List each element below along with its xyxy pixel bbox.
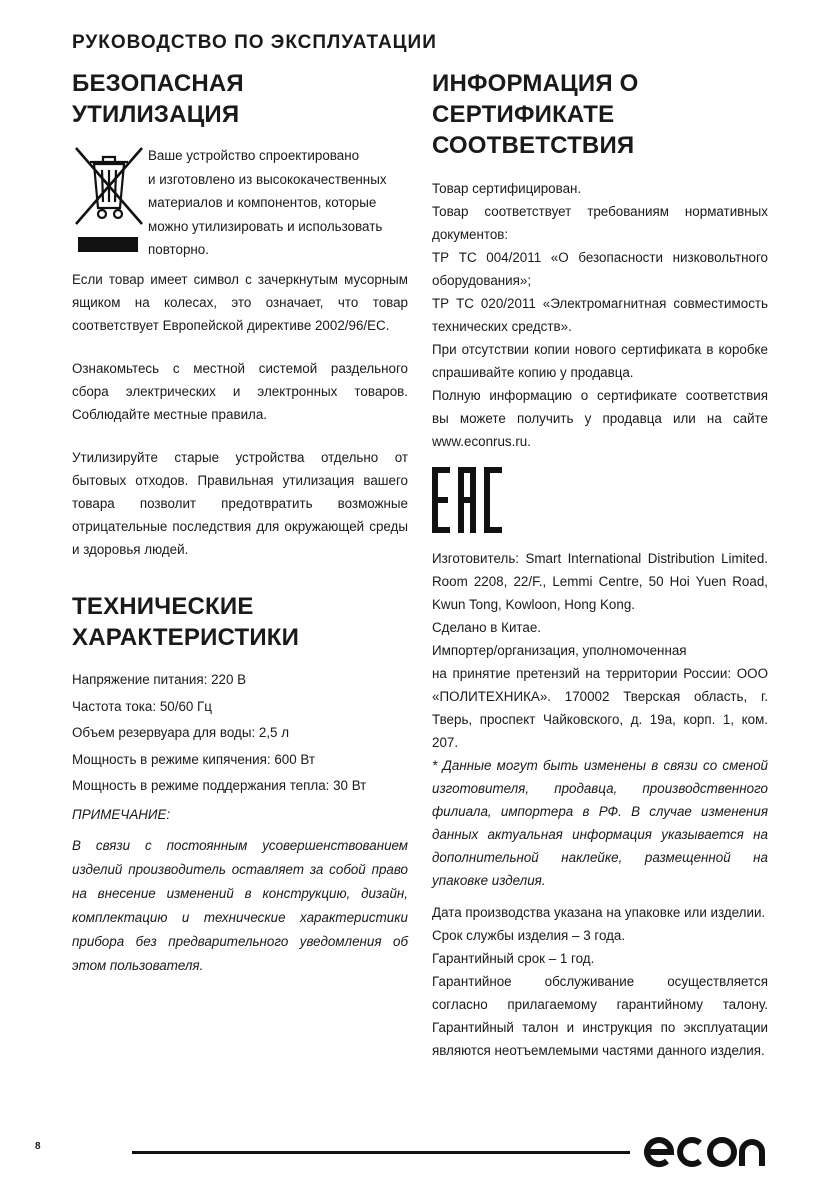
note-title: ПРИМЕЧАНИЕ:: [72, 806, 171, 822]
manufacturer-line: Импортер/организация, уполномоченная: [432, 643, 687, 658]
crossed-bin-icon: [72, 144, 146, 228]
warranty-line: Дата производства указана на упаковке или изделии.: [432, 905, 766, 920]
note-body: [72, 834, 408, 978]
left-column: [72, 68, 408, 978]
disposal-paragraph: Утилизируйте старые устройства отдельно от бытовых отходов. Правильная утилизация вашего товара позволит предотвратить возможные отрицательные последствия для окружающей среды и здоровья людей.: [72, 450, 408, 557]
manufacturer-line: Изготовитель: Smart International Distribution Limited. Room 2208, 22/F., Lemmi Centre, 50 Hoi Yuen Road, Kwun Tong, Kowloon, Hong Kong.: [432, 551, 768, 612]
manufacturer-text: [432, 547, 768, 754]
right-column: [432, 68, 768, 1062]
spec-item: Мощность в режиме кипячения: 600 Вт: [72, 751, 316, 767]
eac-mark: [432, 467, 768, 535]
recycle-line: Ваше устройство спроектировано: [148, 148, 360, 163]
disposal-paragraph: Ознакомьтесь с местной системой раздельного сбора электрических и электронных товаров. Соблюдайте местные правила.: [72, 361, 408, 422]
econ-logo-icon: [642, 1130, 768, 1170]
specs-title: ТЕХНИЧЕСКИЕ ХАРАКТЕРИСТИКИ: [72, 593, 300, 651]
recycle-line: можно утилизировать и использовать: [148, 218, 383, 234]
certificate-line: ТР ТС 004/2011 «О безопасности низковольтного оборудования»;: [432, 250, 768, 288]
black-bar: [78, 237, 138, 252]
certificate-title: ИНФОРМАЦИЯ О СЕРТИФИКАТЕ СООТВЕТСТВИЯ: [432, 70, 639, 159]
recycle-line: повторно.: [148, 242, 209, 257]
footer-divider: [132, 1151, 630, 1154]
recycle-text: [148, 144, 408, 262]
disclaimer: * Данные могут быть изменены в связи со сменой изготовителя, продавца, производственного филиала, импортера в РФ. В случае изменения данных актуальная информация указывается на дополнительной наклейке, размещенной на упаковке изделия.: [432, 758, 768, 888]
spec-item: Напряжение питания: 220 В: [72, 672, 247, 687]
page-header: РУКОВОДСТВО ПО ЭКСПЛУАТАЦИИ: [72, 32, 437, 53]
recycle-block: [72, 144, 408, 262]
certificate-line: Товар соответствует требованиям нормативных документов:: [432, 204, 768, 242]
warranty-line: Срок службы изделия – 3 года.: [432, 928, 626, 943]
certificate-line: При отсутствии копии нового сертификата в коробке спрашивайте копию у продавца.: [432, 342, 768, 380]
spec-item: Частота тока: 50/60 Гц: [72, 698, 212, 714]
page-number: 8: [35, 1141, 41, 1152]
certificate-line: ТР ТС 020/2011 «Электромагнитная совместимость технических средств».: [432, 296, 768, 334]
warranty-text: [432, 901, 768, 1062]
recycle-line: и изготовлено из высококачественных: [148, 171, 387, 187]
manufacturer-line: на принятие претензий на территории России: ООО «ПОЛИТЕХНИКА». 170002 Тверская область, г. Тверь, проспект Чайковского, д. 19а, корп. 1, ком. 207.: [432, 666, 768, 750]
manufacturer-line: Сделано в Китае.: [432, 620, 542, 635]
note-text: В связи с постоянным усовершенствованием изделий производитель оставляет за собой право на внесение изменений в конструкцию, дизайн, комплектацию и технические характеристики прибора без предварительного уведомления об этом пользователя.: [72, 837, 408, 973]
recycle-line: материалов и компонентов, которые: [148, 195, 377, 210]
spec-item: Объем резервуара для воды: 2,5 л: [72, 725, 290, 740]
disposal-paragraph: Если товар имеет символ с зачеркнутым мусорным ящиком на колесах, это означает, что товар соответствует Европейской директиве 2002/96/ЕС.: [72, 272, 408, 333]
disposal-title: БЕЗОПАСНАЯ УТИЛИЗАЦИЯ: [72, 70, 244, 128]
eac-mark-icon: [432, 467, 504, 535]
warranty-line: Гарантийный срок – 1 год.: [432, 951, 595, 966]
certificate-line: Товар сертифицирован.: [432, 181, 582, 196]
certificate-line: Полную информацию о сертификате соответствия вы можете получить у продавца или на сайте www.econrus.ru.: [432, 388, 768, 449]
spec-item: Мощность в режиме поддержания тепла: 30 Вт: [72, 778, 367, 793]
warranty-line: Гарантийное обслуживание осуществляется согласно прилагаемому гарантийному талону. Гарантийный талон и инструкция по эксплуатации являются неотъемлемыми частями данного изделия.: [432, 974, 768, 1058]
specs-list: [72, 667, 408, 800]
certificate-text: [432, 177, 768, 453]
